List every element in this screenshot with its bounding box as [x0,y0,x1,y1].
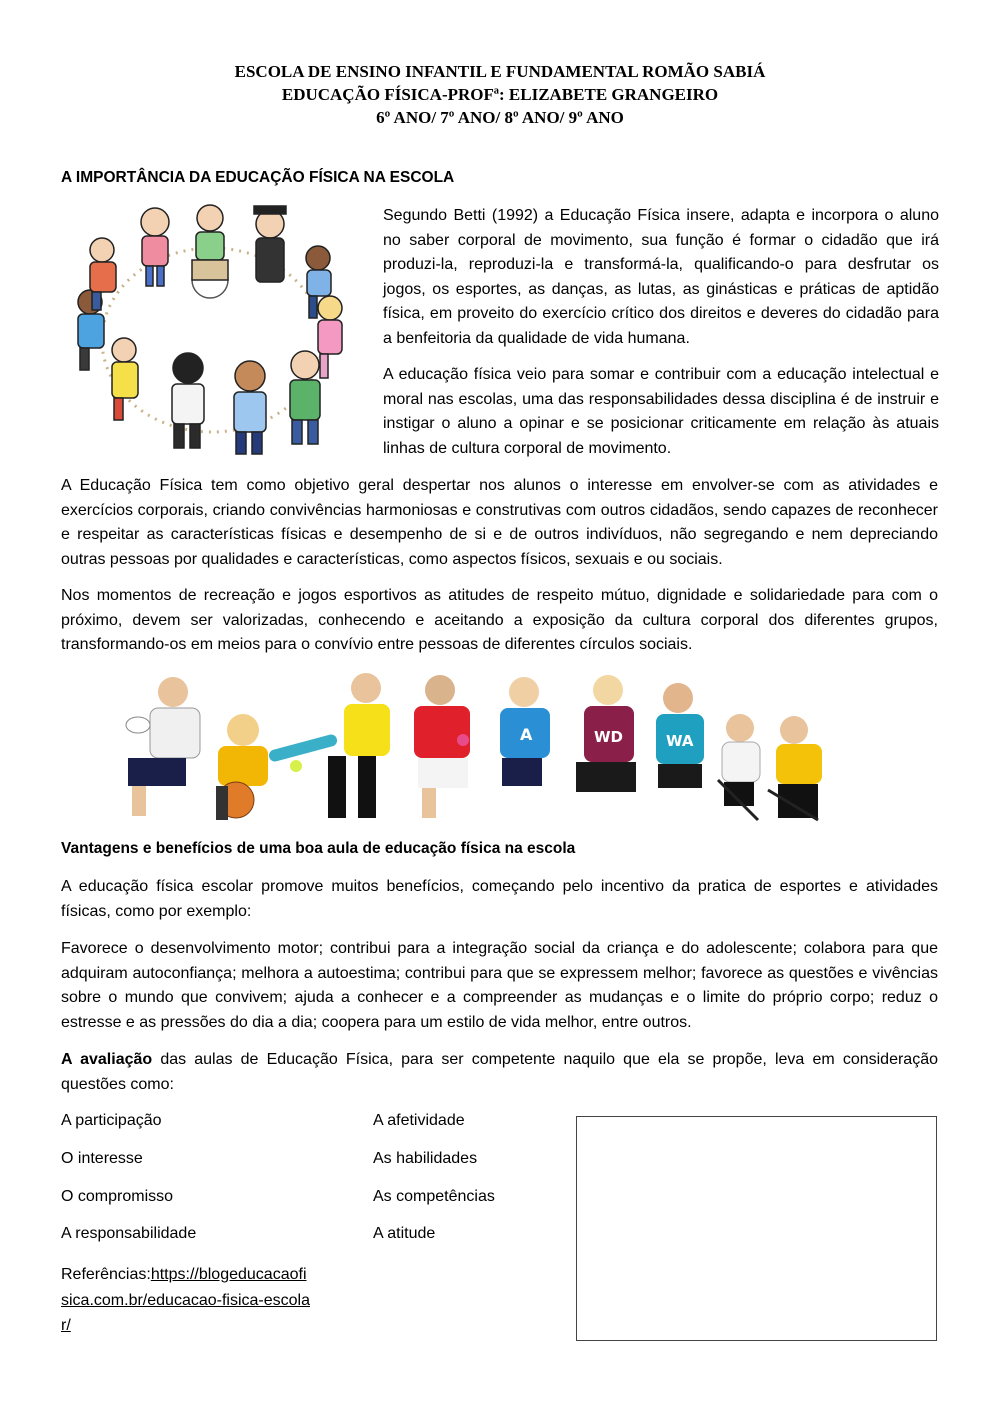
paragraph-contribution: A educação física veio para somar e contribuir com a educação intelectual e moral nas escolas, uma das responsabilidades dessa disciplina é de instruir e instigar o aluno a opinar e se posicionar criticamente em relação às atuais linhas de cultura corporal de movimento. [383,366,939,457]
drop-zone-box[interactable] [576,1116,937,1341]
criterion-item: A responsabilidade [61,1225,197,1242]
paragraph-benefits-intro: A educação física escolar promove muitos benefícios, começando pelo incentivo da pratica de esportes e atividades físicas, como por exemplo: [61,878,938,920]
criterion-item: A afetividade [373,1112,465,1129]
section-title-benefits: Vantagens e benefícios de uma boa aula de educação física na escola [61,840,576,857]
children-circle-illustration [60,200,365,462]
jersey-letters-wd: WD [594,728,623,746]
paragraph-objective: A Educação Física tem como objetivo geral despertar nos alunos o interesse em envolver-se com as atividades e exercícios corporais, criando convivências harmoniosas e construtivas com outros cidadãos, sendo capazes de reconhecer e respeitar as características físicas e desempenho de si e de outros indivíduos, não segregando e nem depreciando outras pessoas por qualidades e características, como aspectos físicos, sexuais e ou sociais. [61,477,938,568]
child-figure [192,205,228,298]
child-figure [90,238,116,310]
criterion-item: As competências [373,1188,495,1205]
criterion-item: A participação [61,1112,162,1129]
jersey-letters-wa: WA [666,732,694,750]
athlete-figure [126,677,200,816]
criterion-item: As habilidades [373,1150,478,1167]
child-figure [141,208,169,286]
teacher-line: EDUCAÇÃO FÍSICA-PROFª: ELIZABETE GRANGEIRO [281,85,719,104]
grades-line: 6º ANO/ 7º ANO/ 8º ANO/ 9º ANO [376,108,624,127]
athlete-figure [718,714,760,820]
school-header [0,60,1000,129]
child-figure [318,296,342,378]
paragraph-recreation: Nos momentos de recreação e jogos esportivos as atitudes de respeito mútuo, dignidade e solidariedade para com o próximo, devem ser valorizadas, conhecendo e aceitando a exposição da cultura corporal dos diferentes grupos, transformando-os em meios para o convívio entre pessoas de diferentes círculos sociais. [61,587,938,653]
criterion-item: A atitude [373,1225,436,1242]
children-sports-photo [118,670,870,822]
athlete-figure [457,677,550,786]
paragraph-betti: Segundo Betti (1992) a Educação Física insere, adapta e incorpora o aluno no saber corporal de movimento, sua função é formar o cidadão que irá produzi-la, reproduzi-la e transformá-la, qualificando-o para desfrutar os jogos, os esportes, as danças, as lutas, as ginásticas e práticas de aptidão física, em proveito do exercício crítico dos direitos e deveres do cidadão para a benfeitoria da qualidade de vida humana. [383,207,939,347]
school-name: ESCOLA DE ENSINO INFANTIL E FUNDAMENTAL ROMÃO SABIÁ [234,62,766,81]
references-label: Referências: [61,1266,151,1283]
athlete-figure [216,714,268,820]
reference-link[interactable]: https://blogeducacaofisica.com.br/educacao-fisica-escolar/ [61,1266,310,1334]
paragraph-benefits-list: Favorece o desenvolvimento motor; contribui para a integração social da criança e do adolescente; colabora para que adquiram autoconfiança; melhora a autoestima; contribui para que se expressem melhor; favorece as questões e vivências sobre o mundo que convivem; ajuda a conhecer e a compreender as mudanças e o limite do próprio corpo; reduz o estresse e as pressões do dia a dia; coopera para um estilo de vida melhor, entre outros. [61,940,938,1031]
athlete-figure [768,716,822,820]
references [61,1262,311,1339]
evaluation-bold: A avaliação [61,1051,153,1068]
athlete-figure [414,675,470,818]
evaluation-rest: das aulas de Educação Física, para ser competente naquilo que ela se propõe, leva em consideração questões como: [61,1051,939,1093]
criterion-item: O interesse [61,1150,143,1167]
criterion-item: O compromisso [61,1188,174,1205]
jersey-letter-a: A [520,725,533,744]
child-figure [234,361,266,454]
section-title-importance: A IMPORTÂNCIA DA EDUCAÇÃO FÍSICA NA ESCOLA [61,169,455,186]
child-figure [112,338,138,420]
athlete-figure [656,683,704,788]
child-figure [254,206,286,282]
athlete-figure [268,673,390,818]
child-figure [290,351,320,444]
athlete-figure [576,675,636,792]
child-figure [172,353,204,448]
paragraph-evaluation [61,1048,938,1097]
